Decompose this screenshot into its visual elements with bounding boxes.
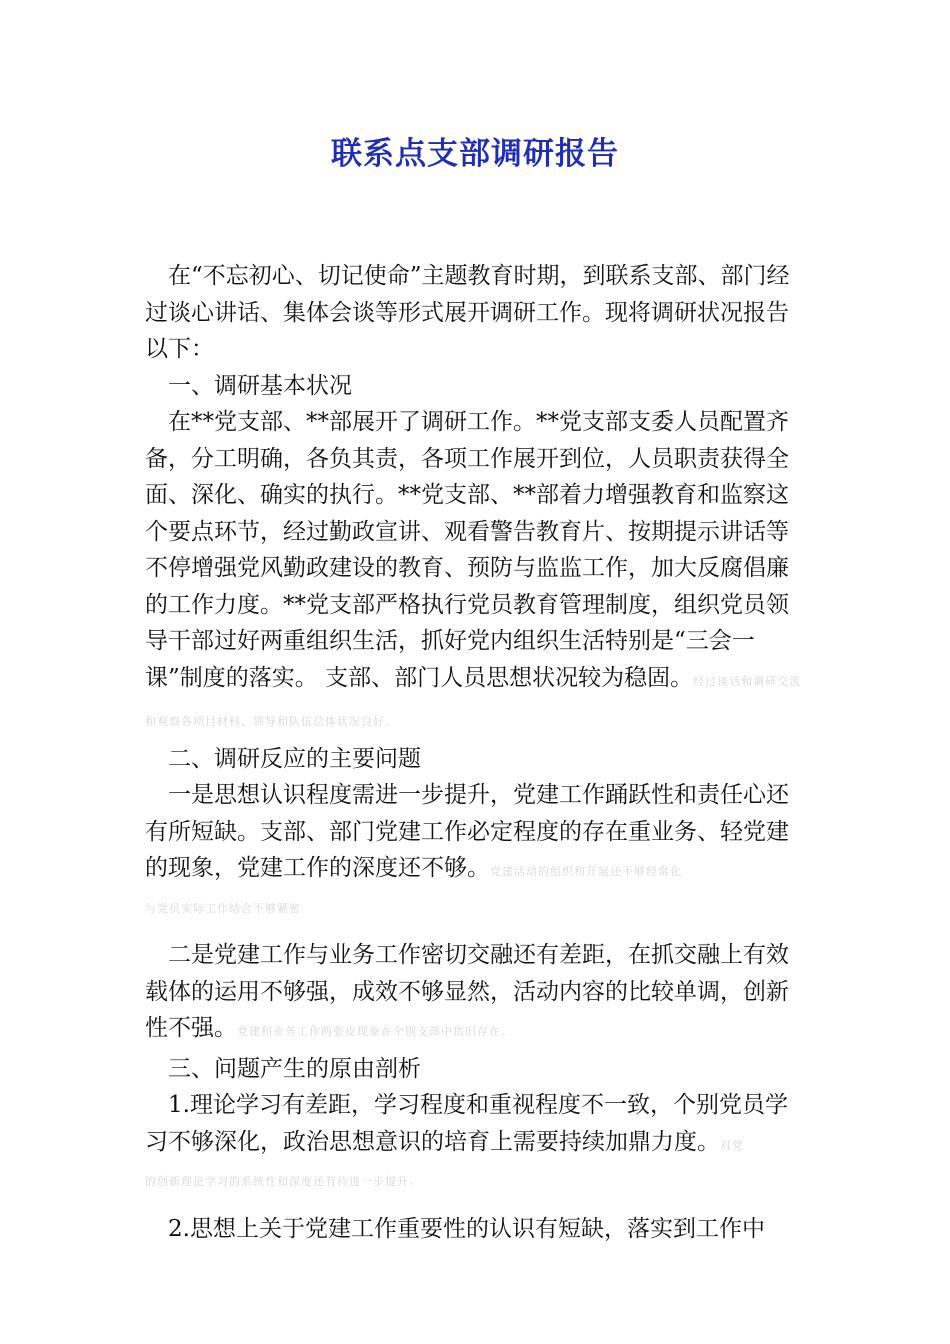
problem-two-text: 二是党建工作与业务工作密切交融还有差距，在抓交融上有效载体的运用不够强，成效不够显然，活动内容的比较单调，创新性不强。 xyxy=(145,942,789,1041)
cause-two-paragraph: 2.思想上关于党建工作重要性的认识有短缺，落实到工作中 xyxy=(168,1215,765,1242)
faint-watermark-text: 经过谈话和调研交流和观察各项目材料，领导和队伍总体状况良好。 xyxy=(145,674,802,728)
paragraph-gap xyxy=(145,927,810,937)
cause-one-paragraph xyxy=(145,1087,810,1164)
faint-watermark-text: 党建活动的组织和开展还不够经常化 xyxy=(490,865,682,878)
cause-one-text: 1.理论学习有差距，学习程度和重视程度不一致，个别党员学习不够深化，政治思想意识的培育上需要持续加鼎力度。 xyxy=(145,1092,788,1155)
faint-watermark-line: 的创新理论学习的系统性和深度还有待进一步提升。 xyxy=(145,1175,421,1188)
faint-watermark-text: 党建和业务工作两张皮现象在个别支部中依旧存在。 xyxy=(237,1025,513,1038)
section-heading-cause-analysis: 三、问题产生的原由剖析 xyxy=(168,1055,421,1082)
faint-watermark-line: 与党员实际工作结合不够紧密 xyxy=(145,901,301,915)
problem-one-text: 一是思想认识程度需进一步提升，党建工作踊跃性和责任心还有所短缺。支部、部门党建工作必定程度的存在重业务、轻党建的现象，党建工作的深度还不够。 xyxy=(145,782,789,881)
section-heading-main-problems: 二、调研反应的主要问题 xyxy=(168,745,421,772)
faint-watermark-text: 对党 xyxy=(720,1138,744,1152)
paragraph-gap xyxy=(145,1201,810,1211)
document-title: 联系点支部调研报告 xyxy=(331,136,619,172)
problem-two-paragraph xyxy=(145,937,810,1051)
document-body xyxy=(145,258,810,1247)
section-heading-basic-situation: 一、调研基本状况 xyxy=(168,372,352,399)
basic-situation-paragraph xyxy=(145,404,810,741)
basic-situation-text: 在**党支部、**部展开了调研工作。**党支部支委人员配置齐备，分工明确，各负其责，各项工作展开到位，人员职责获得全面、深化、确实的执行。**党支部、**部着力增强教育和监察这个要点环节，经过勤政宣讲、观看警告教育片、按期提示讲话等不停增强党风勤政建设的教育、预防与监监工作，加大反腐倡廉的工作力度。**党支部严格执行党员教育管理制度，组织党员领导干部过好两重组织生活，抓好党内组织生活特别是“三会一课”制度的落实。 支部、部门人员思想状况较为稳固。 xyxy=(145,409,789,691)
intro-paragraph: 在“不忘初心、切记使命”主题教育时期，到联系支部、部门经过谈心讲话、集体会谈等形式展开调研工作。现将调研状况报告以下： xyxy=(145,263,790,362)
problem-one-paragraph xyxy=(145,777,810,891)
